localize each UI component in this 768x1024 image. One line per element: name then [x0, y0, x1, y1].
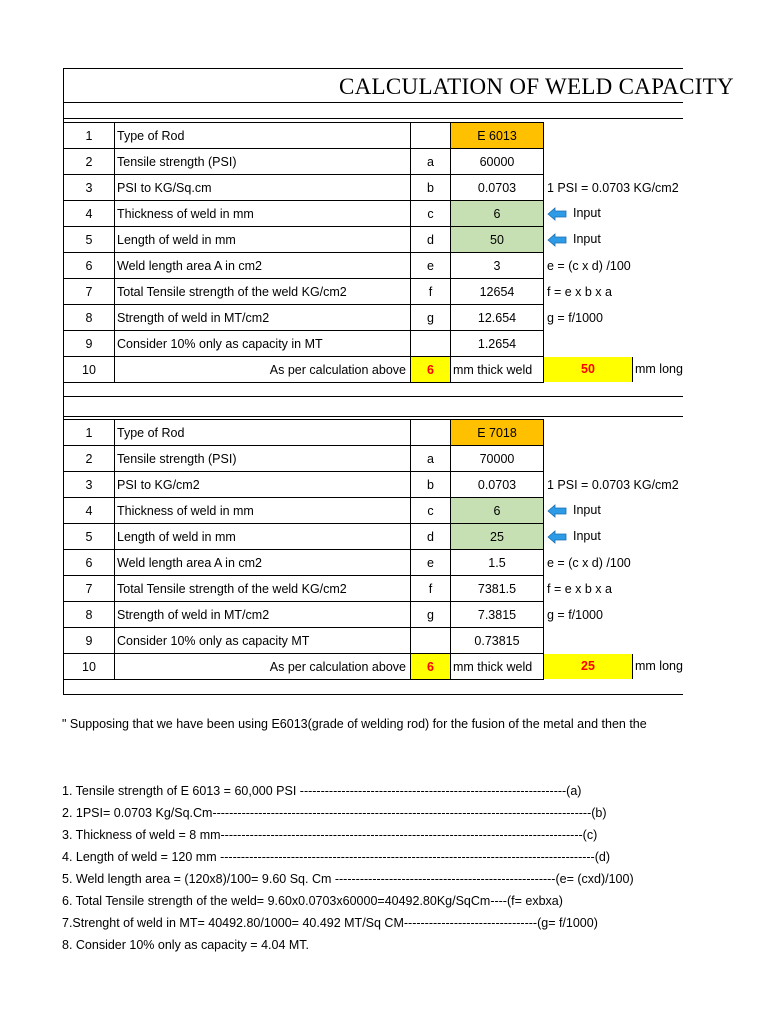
row-number: 5: [64, 524, 115, 550]
row-value: 0.73815: [451, 628, 544, 654]
row-number: 6: [64, 253, 115, 279]
row-note: [544, 420, 694, 446]
row-symbol: f: [411, 576, 451, 602]
row-number: 2: [64, 446, 115, 472]
row-note: [544, 498, 694, 524]
row-description: PSI to KG/cm2: [115, 472, 411, 498]
row-number: 4: [64, 201, 115, 227]
row-symbol: g: [411, 602, 451, 628]
row-symbol: b: [411, 175, 451, 201]
row-note: [544, 253, 694, 279]
row-note-text: f = e x b x a: [547, 581, 612, 596]
page-title: CALCULATION OF WELD CAPACITY: [63, 68, 683, 103]
summary-long-label: mm long: [635, 659, 683, 673]
row-note-text: Input: [573, 232, 601, 247]
row-description: Type of Rod: [115, 420, 411, 446]
row-value: 60000: [451, 149, 544, 175]
row-symbol: c: [411, 498, 451, 524]
row-number: 9: [64, 331, 115, 357]
row-description: Tensile strength (PSI): [115, 149, 411, 175]
explanation-quote: " Supposing that we have been using E6013(grade of welding rod) for the fusion of the metal and then the: [62, 717, 647, 731]
left-arrow-icon: [547, 233, 567, 247]
weld-table-e7018: [63, 419, 694, 680]
row-note: [544, 446, 694, 472]
row-description: Weld length area A in cm2: [115, 253, 411, 279]
row-value: 1.5: [451, 550, 544, 576]
row-note-text: Input: [573, 206, 601, 221]
row-note: [544, 227, 694, 253]
row-symbol: [411, 420, 451, 446]
input-value-cell[interactable]: 6: [451, 201, 544, 227]
row-note: [544, 149, 694, 175]
row-description: Thickness of weld in mm: [115, 201, 411, 227]
row-description: Total Tensile strength of the weld KG/cm2: [115, 279, 411, 305]
row-note: [544, 175, 694, 201]
row-note-text: e = (c x d) /100: [547, 555, 631, 570]
left-arrow-icon: [547, 504, 567, 518]
summary-length: 50: [544, 357, 633, 382]
left-arrow-icon: [547, 530, 567, 544]
row-value: 7.3815: [451, 602, 544, 628]
row-number: 3: [64, 472, 115, 498]
weld-capacity-sheet: [63, 68, 734, 698]
row-number: 10: [64, 654, 115, 680]
table-row: [64, 602, 694, 628]
row-number: 9: [64, 628, 115, 654]
row-value: 12.654: [451, 305, 544, 331]
row-note: [544, 123, 694, 149]
row-value: 3: [451, 253, 544, 279]
row-symbol: a: [411, 149, 451, 175]
row-value: 1.2654: [451, 331, 544, 357]
calculation-step: 6. Total Tensile strength of the weld= 9.60x0.0703x60000=40492.80Kg/SqCm----(f= exbxa): [62, 894, 563, 908]
summary-length-cell: [544, 357, 694, 383]
table-row: [64, 550, 694, 576]
table-row: [64, 576, 694, 602]
row-note: [544, 331, 694, 357]
row-symbol: e: [411, 253, 451, 279]
row-divider: [63, 396, 683, 397]
calculation-step: 7.Strenght of weld in MT= 40492.80/1000= 40.492 MT/Sq CM--------------------------------(g= f/1000): [62, 916, 598, 930]
row-note: [544, 305, 694, 331]
calculation-step: 3. Thickness of weld = 8 mm---------------------------------------------------------------------------------------(c): [62, 828, 598, 842]
left-arrow-icon: [547, 207, 567, 221]
table-row: [64, 201, 694, 227]
table-row: [64, 279, 694, 305]
table-row: [64, 253, 694, 279]
row-symbol: a: [411, 446, 451, 472]
row-value: 0.0703: [451, 175, 544, 201]
row-number: 8: [64, 602, 115, 628]
table-row: [64, 628, 694, 654]
row-value: 12654: [451, 279, 544, 305]
input-value-cell[interactable]: 50: [451, 227, 544, 253]
row-description: Total Tensile strength of the weld KG/cm2: [115, 576, 411, 602]
calculation-step: 4. Length of weld = 120 mm ------------------------------------------------------------------------------------------(d): [62, 850, 610, 864]
table-row: [64, 446, 694, 472]
row-divider: [63, 118, 683, 119]
row-note-text: 1 PSI = 0.0703 KG/cm2: [547, 477, 679, 492]
row-symbol: [411, 331, 451, 357]
row-value: E 6013: [451, 123, 544, 149]
row-value: 7381.5: [451, 576, 544, 602]
calculation-step: 1. Tensile strength of E 6013 = 60,000 PSI ----------------------------------------------------------------(a): [62, 784, 582, 798]
row-number: 5: [64, 227, 115, 253]
row-number: 8: [64, 305, 115, 331]
table-row: [64, 149, 694, 175]
row-note: [544, 201, 694, 227]
row-description: Consider 10% only as capacity in MT: [115, 331, 411, 357]
row-symbol: d: [411, 524, 451, 550]
row-value: 70000: [451, 446, 544, 472]
row-description: Strength of weld in MT/cm2: [115, 305, 411, 331]
table-row: [64, 331, 694, 357]
table-row: [64, 123, 694, 149]
row-note: [544, 279, 694, 305]
row-note-text: Input: [573, 503, 601, 518]
row-number: 2: [64, 149, 115, 175]
table-row: [64, 472, 694, 498]
row-description: Weld length area A in cm2: [115, 550, 411, 576]
row-note: [544, 550, 694, 576]
row-value: 0.0703: [451, 472, 544, 498]
input-value-cell[interactable]: 6: [451, 498, 544, 524]
calculation-step: 2. 1PSI= 0.0703 Kg/Sq.Cm-------------------------------------------------------------------------------------------(b): [62, 806, 607, 820]
row-symbol: c: [411, 201, 451, 227]
summary-length: 25: [544, 654, 633, 679]
row-description: Length of weld in mm: [115, 227, 411, 253]
table-row: [64, 175, 694, 201]
summary-thick-label: mm thick weld: [451, 654, 544, 680]
row-note-text: Input: [573, 529, 601, 544]
row-note-text: e = (c x d) /100: [547, 258, 631, 273]
row-number: 1: [64, 420, 115, 446]
summary-thickness: 6: [411, 357, 451, 383]
summary-long-label: mm long: [635, 362, 683, 376]
summary-length-cell: [544, 654, 694, 680]
row-number: 7: [64, 279, 115, 305]
row-note-text: g = f/1000: [547, 607, 603, 622]
row-note-text: g = f/1000: [547, 310, 603, 325]
row-description: Consider 10% only as capacity MT: [115, 628, 411, 654]
table-row: [64, 498, 694, 524]
row-note: [544, 602, 694, 628]
row-description: Strength of weld in MT/cm2: [115, 602, 411, 628]
row-note-text: f = e x b x a: [547, 284, 612, 299]
row-note: [544, 576, 694, 602]
summary-row: [64, 357, 694, 383]
weld-table-e6013: [63, 122, 694, 383]
row-number: 6: [64, 550, 115, 576]
summary-thick-label: mm thick weld: [451, 357, 544, 383]
row-note-text: 1 PSI = 0.0703 KG/cm2: [547, 180, 679, 195]
calculation-step: 5. Weld length area = (120x8)/100= 9.60 Sq. Cm -----------------------------------------------------(e= (cxd)/100): [62, 872, 634, 886]
row-symbol: f: [411, 279, 451, 305]
table-row: [64, 524, 694, 550]
left-border: [63, 102, 64, 695]
table-row: [64, 420, 694, 446]
summary-thickness: 6: [411, 654, 451, 680]
row-symbol: b: [411, 472, 451, 498]
row-description: Type of Rod: [115, 123, 411, 149]
row-symbol: [411, 628, 451, 654]
row-description: Tensile strength (PSI): [115, 446, 411, 472]
row-symbol: [411, 123, 451, 149]
table-row: [64, 305, 694, 331]
summary-label: As per calculation above: [115, 357, 411, 383]
row-number: 3: [64, 175, 115, 201]
calculation-step: 8. Consider 10% only as capacity = 4.04 MT.: [62, 938, 310, 952]
summary-label: As per calculation above: [115, 654, 411, 680]
row-description: PSI to KG/Sq.cm: [115, 175, 411, 201]
row-number: 7: [64, 576, 115, 602]
row-symbol: d: [411, 227, 451, 253]
row-number: 10: [64, 357, 115, 383]
summary-row: [64, 654, 694, 680]
row-note: [544, 524, 694, 550]
row-symbol: g: [411, 305, 451, 331]
row-number: 4: [64, 498, 115, 524]
row-divider: [63, 416, 683, 417]
row-divider: [63, 694, 683, 695]
row-value: E 7018: [451, 420, 544, 446]
input-value-cell[interactable]: 25: [451, 524, 544, 550]
row-description: Thickness of weld in mm: [115, 498, 411, 524]
row-description: Length of weld in mm: [115, 524, 411, 550]
row-note: [544, 472, 694, 498]
table-row: [64, 227, 694, 253]
row-number: 1: [64, 123, 115, 149]
row-symbol: e: [411, 550, 451, 576]
row-note: [544, 628, 694, 654]
